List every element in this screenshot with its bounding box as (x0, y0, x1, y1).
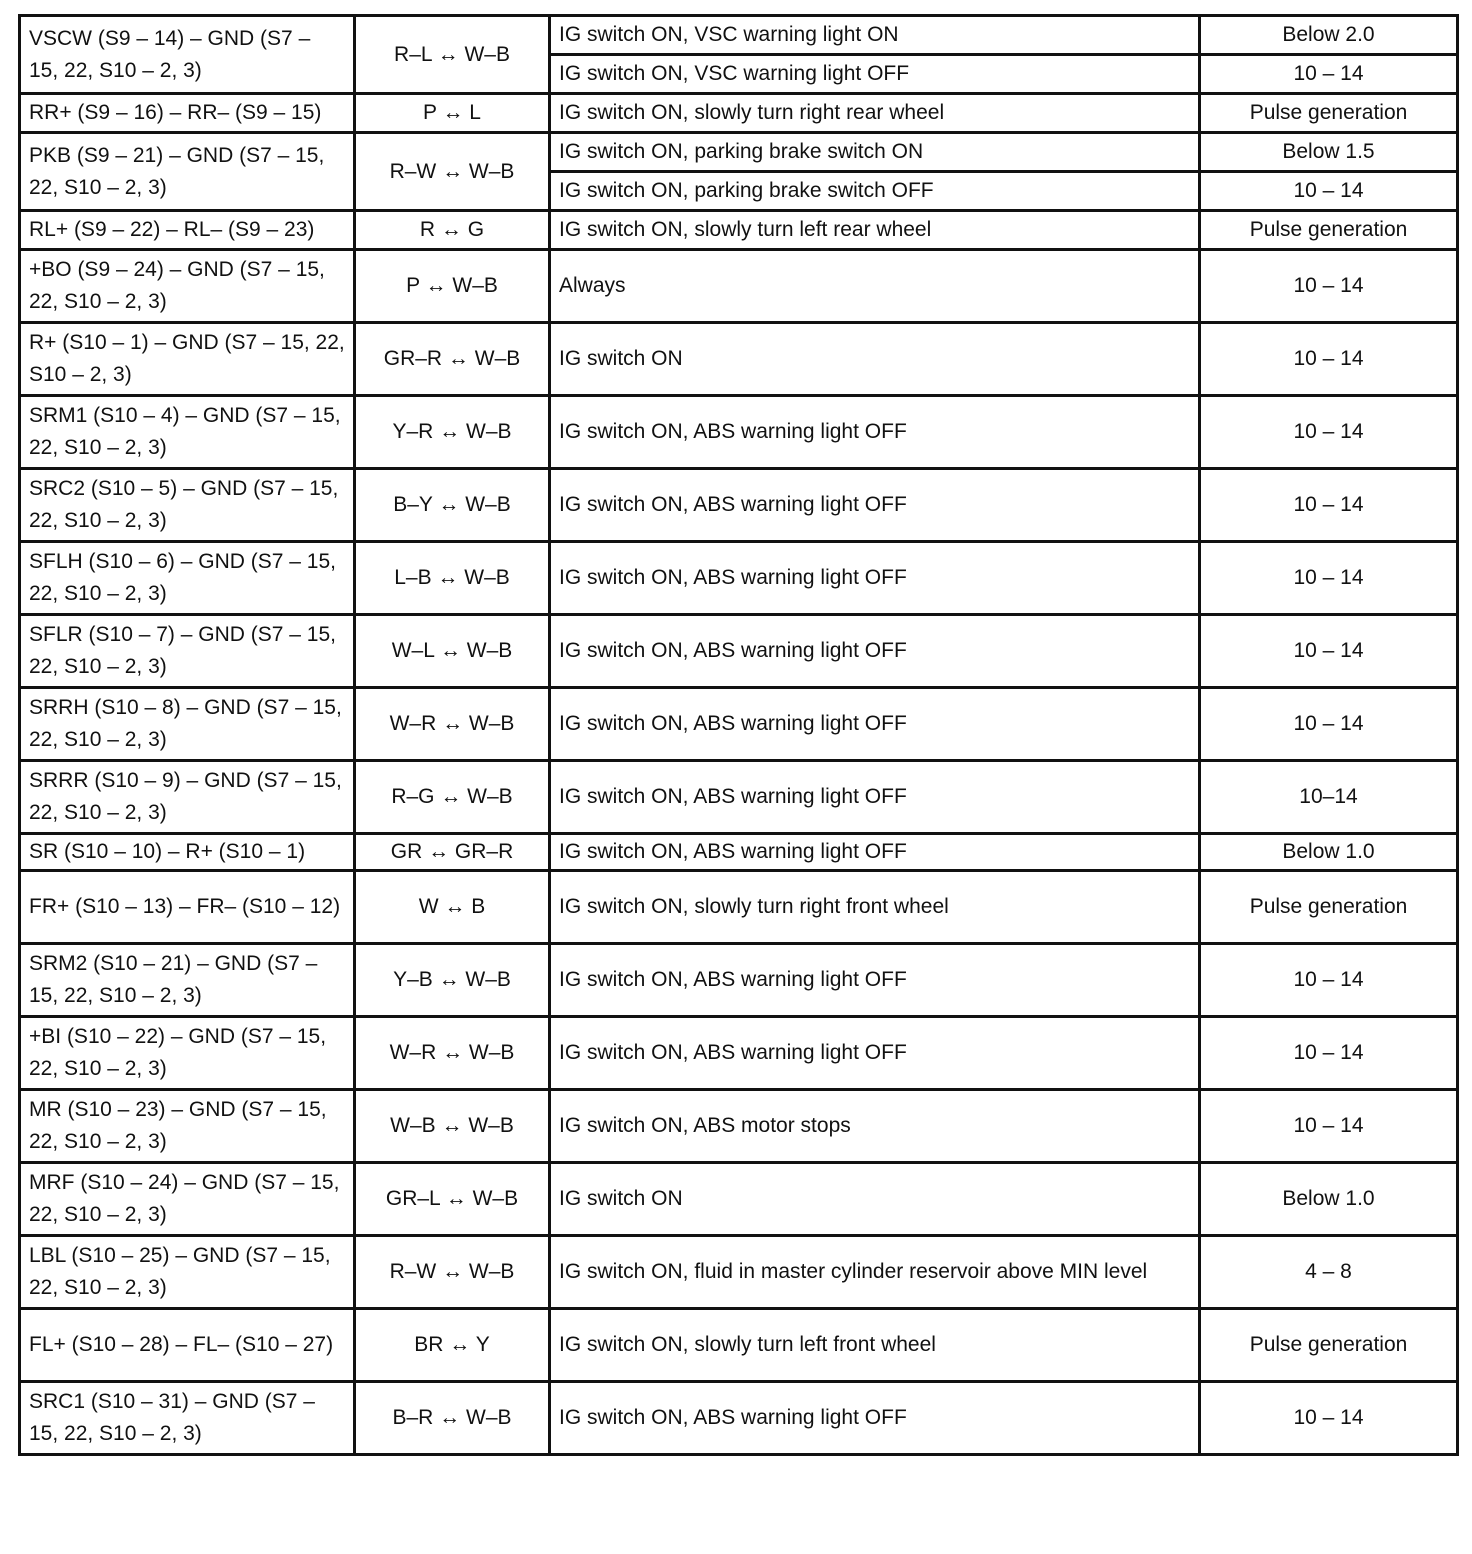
terminal-cell: SFLR (S10 – 7) – GND (S7 – 15, 22, S10 – 2, 3) (20, 615, 355, 688)
specified-condition-cell: 10 – 14 (1200, 688, 1458, 761)
table-row (20, 1017, 1458, 1090)
specified-condition-cell: 4 – 8 (1200, 1236, 1458, 1309)
condition-cell: IG switch ON, ABS warning light OFF (550, 469, 1200, 542)
specified-condition-cell: 10 – 14 (1200, 1090, 1458, 1163)
table-row (20, 469, 1458, 542)
condition-cell: Always (550, 250, 1200, 323)
condition-cell: IG switch ON, slowly turn left front wheel (550, 1309, 1200, 1382)
specified-condition-cell: Pulse generation (1200, 94, 1458, 133)
terminal-cell: R+ (S10 – 1) – GND (S7 – 15, 22, S10 – 2, 3) (20, 323, 355, 396)
condition-cell: IG switch ON, ABS warning light OFF (550, 542, 1200, 615)
specified-condition-cell: 10 – 14 (1200, 542, 1458, 615)
terminal-cell: MRF (S10 – 24) – GND (S7 – 15, 22, S10 – 2, 3) (20, 1163, 355, 1236)
wiring-color-cell: P ↔ L (355, 94, 550, 133)
specified-condition-cell: Pulse generation (1200, 1309, 1458, 1382)
wiring-color-cell: W ↔ B (355, 871, 550, 944)
condition-cell: IG switch ON, VSC warning light OFF (550, 55, 1200, 94)
wiring-color-cell: R–W ↔ W–B (355, 133, 550, 211)
condition-cell: IG switch ON, fluid in master cylinder reservoir above MIN level (550, 1236, 1200, 1309)
specified-condition-cell: Pulse generation (1200, 871, 1458, 944)
table-row (20, 1163, 1458, 1236)
wiring-color-cell: W–R ↔ W–B (355, 1017, 550, 1090)
terminal-cell: SRRR (S10 – 9) – GND (S7 – 15, 22, S10 – 2, 3) (20, 761, 355, 834)
condition-cell: IG switch ON, ABS warning light OFF (550, 688, 1200, 761)
terminal-cell: SRM2 (S10 – 21) – GND (S7 – 15, 22, S10 – 2, 3) (20, 944, 355, 1017)
specified-condition-cell: 10 – 14 (1200, 615, 1458, 688)
table-row (20, 1382, 1458, 1455)
document-page (18, 14, 1456, 1456)
condition-cell: IG switch ON, ABS warning light OFF (550, 1017, 1200, 1090)
wiring-color-cell: Y–B ↔ W–B (355, 944, 550, 1017)
terminal-cell: SRC1 (S10 – 31) – GND (S7 – 15, 22, S10 – 2, 3) (20, 1382, 355, 1455)
wiring-color-cell: Y–R ↔ W–B (355, 396, 550, 469)
wiring-color-cell: L–B ↔ W–B (355, 542, 550, 615)
specified-condition-cell: Below 1.5 (1200, 133, 1458, 172)
table-row (20, 16, 1458, 55)
specified-condition-cell: 10 – 14 (1200, 396, 1458, 469)
condition-cell: IG switch ON, ABS warning light OFF (550, 1382, 1200, 1455)
condition-cell: IG switch ON, ABS warning light OFF (550, 615, 1200, 688)
terminal-cell: +BI (S10 – 22) – GND (S7 – 15, 22, S10 – 2, 3) (20, 1017, 355, 1090)
table-row (20, 761, 1458, 834)
table-row (20, 688, 1458, 761)
wiring-color-cell: B–Y ↔ W–B (355, 469, 550, 542)
table-row (20, 542, 1458, 615)
terminal-cell: PKB (S9 – 21) – GND (S7 – 15, 22, S10 – 2, 3) (20, 133, 355, 211)
terminal-cell: SFLH (S10 – 6) – GND (S7 – 15, 22, S10 – 2, 3) (20, 542, 355, 615)
table-row (20, 1090, 1458, 1163)
terminal-cell: SRRH (S10 – 8) – GND (S7 – 15, 22, S10 – 2, 3) (20, 688, 355, 761)
specified-condition-cell: Below 1.0 (1200, 1163, 1458, 1236)
wiring-color-cell: P ↔ W–B (355, 250, 550, 323)
specified-condition-cell: 10–14 (1200, 761, 1458, 834)
table-row (20, 1309, 1458, 1382)
table-row (20, 323, 1458, 396)
wiring-color-cell: R ↔ G (355, 211, 550, 250)
specified-condition-cell: 10 – 14 (1200, 323, 1458, 396)
wiring-color-cell: R–G ↔ W–B (355, 761, 550, 834)
condition-cell: IG switch ON (550, 1163, 1200, 1236)
wiring-color-cell: GR–L ↔ W–B (355, 1163, 550, 1236)
table-row (20, 871, 1458, 944)
table-row (20, 615, 1458, 688)
condition-cell: IG switch ON, slowly turn right front wheel (550, 871, 1200, 944)
terminal-cell: RL+ (S9 – 22) – RL– (S9 – 23) (20, 211, 355, 250)
specified-condition-cell: Below 2.0 (1200, 16, 1458, 55)
terminal-cell: SRC2 (S10 – 5) – GND (S7 – 15, 22, S10 – 2, 3) (20, 469, 355, 542)
terminal-cell: FR+ (S10 – 13) – FR– (S10 – 12) (20, 871, 355, 944)
wiring-color-cell: GR–R ↔ W–B (355, 323, 550, 396)
condition-cell: IG switch ON, ABS warning light OFF (550, 761, 1200, 834)
terminal-cell: MR (S10 – 23) – GND (S7 – 15, 22, S10 – 2, 3) (20, 1090, 355, 1163)
specified-condition-cell: 10 – 14 (1200, 55, 1458, 94)
table-row (20, 250, 1458, 323)
terminal-cell: FL+ (S10 – 28) – FL– (S10 – 27) (20, 1309, 355, 1382)
condition-cell: IG switch ON, slowly turn right rear wheel (550, 94, 1200, 133)
specified-condition-cell: 10 – 14 (1200, 250, 1458, 323)
specified-condition-cell: 10 – 14 (1200, 1382, 1458, 1455)
wiring-color-cell: BR ↔ Y (355, 1309, 550, 1382)
terminal-cell: SRM1 (S10 – 4) – GND (S7 – 15, 22, S10 – 2, 3) (20, 396, 355, 469)
terminal-cell: VSCW (S9 – 14) – GND (S7 – 15, 22, S10 – 2, 3) (20, 16, 355, 94)
wiring-color-cell: W–B ↔ W–B (355, 1090, 550, 1163)
specified-condition-cell: Pulse generation (1200, 211, 1458, 250)
specified-condition-cell: 10 – 14 (1200, 944, 1458, 1017)
wiring-color-cell: W–R ↔ W–B (355, 688, 550, 761)
specified-condition-cell: 10 – 14 (1200, 172, 1458, 211)
condition-cell: IG switch ON, parking brake switch OFF (550, 172, 1200, 211)
table-row (20, 396, 1458, 469)
wiring-color-cell: R–L ↔ W–B (355, 16, 550, 94)
table-row (20, 944, 1458, 1017)
condition-cell: IG switch ON (550, 323, 1200, 396)
table-row (20, 1236, 1458, 1309)
wiring-color-cell: B–R ↔ W–B (355, 1382, 550, 1455)
specified-condition-cell: Below 1.0 (1200, 834, 1458, 871)
terminal-cell: LBL (S10 – 25) – GND (S7 – 15, 22, S10 – 2, 3) (20, 1236, 355, 1309)
condition-cell: IG switch ON, ABS warning light OFF (550, 834, 1200, 871)
table-row (20, 211, 1458, 250)
terminal-cell: SR (S10 – 10) – R+ (S10 – 1) (20, 834, 355, 871)
terminal-cell: RR+ (S9 – 16) – RR– (S9 – 15) (20, 94, 355, 133)
condition-cell: IG switch ON, parking brake switch ON (550, 133, 1200, 172)
condition-cell: IG switch ON, ABS warning light OFF (550, 396, 1200, 469)
specified-condition-cell: 10 – 14 (1200, 1017, 1458, 1090)
terminal-cell: +BO (S9 – 24) – GND (S7 – 15, 22, S10 – 2, 3) (20, 250, 355, 323)
table-body (20, 16, 1458, 1455)
table-row (20, 94, 1458, 133)
condition-cell: IG switch ON, VSC warning light ON (550, 16, 1200, 55)
wiring-color-cell: W–L ↔ W–B (355, 615, 550, 688)
condition-cell: IG switch ON, ABS motor stops (550, 1090, 1200, 1163)
condition-cell: IG switch ON, ABS warning light OFF (550, 944, 1200, 1017)
specified-condition-cell: 10 – 14 (1200, 469, 1458, 542)
table-row (20, 834, 1458, 871)
terminal-voltage-table (18, 14, 1459, 1456)
condition-cell: IG switch ON, slowly turn left rear wheel (550, 211, 1200, 250)
wiring-color-cell: GR ↔ GR–R (355, 834, 550, 871)
table-row (20, 133, 1458, 172)
wiring-color-cell: R–W ↔ W–B (355, 1236, 550, 1309)
